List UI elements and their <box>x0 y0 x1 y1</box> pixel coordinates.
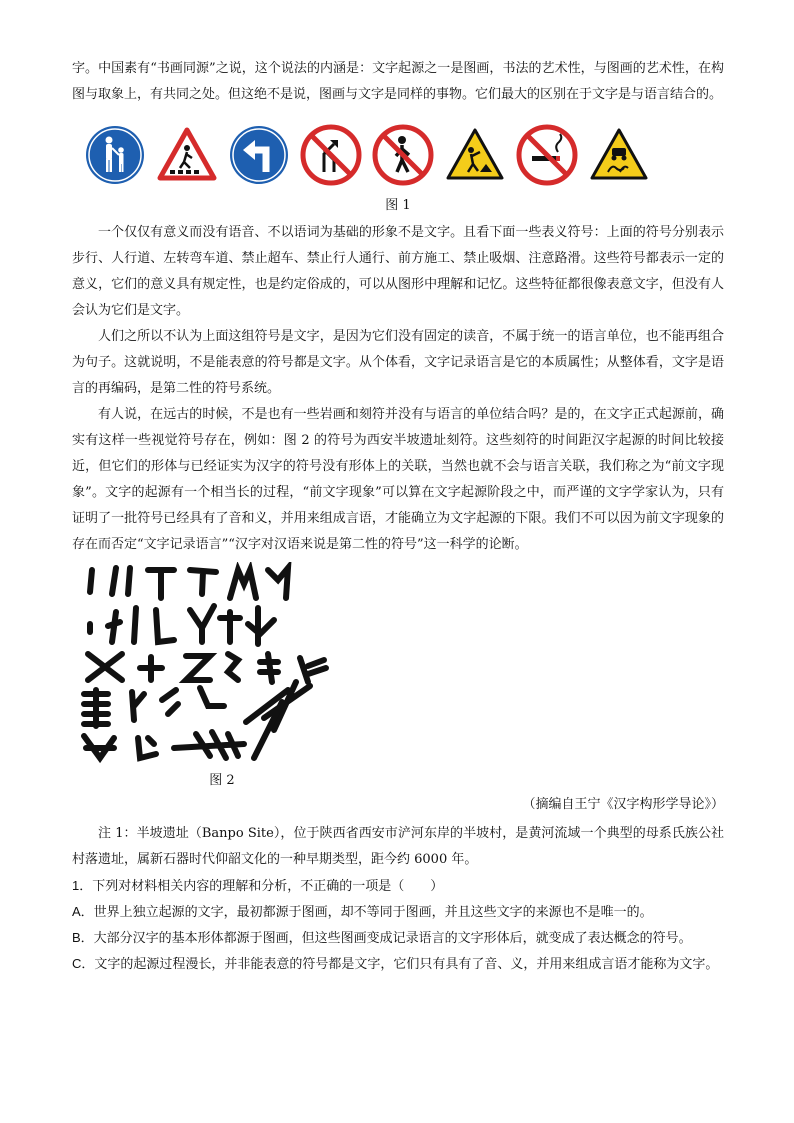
crosswalk-sign-icon <box>156 124 218 186</box>
figure-2-banpo-marks <box>78 562 378 767</box>
banpo-marks-image <box>78 562 378 767</box>
left-turn-sign-icon <box>228 124 290 186</box>
question-1-option-c[interactable]: C．文字的起源过程漫长，并非能表意的符号都是文字，它们只有具有了音、义，并用来组成言语才能称为文字。 <box>72 956 719 971</box>
slippery-road-sign-icon <box>588 124 650 186</box>
source-citation: （摘编自王宁《汉字构形学导论》） <box>522 797 724 812</box>
pedestrian-sign-icon <box>84 124 146 186</box>
question-1-option-a[interactable]: A．世界上独立起源的文字，最初都源于图画，却不等同于图画，并且这些文字的来源也不是唯一的。 <box>72 904 653 919</box>
no-smoking-sign-icon <box>516 124 578 186</box>
road-work-sign-icon <box>444 124 506 186</box>
paragraph-2: 一个仅仅有意义而没有语音、不以语词为基础的形象不是文字。且看下面一些表义符号：上面的符号分别表示步行、人行道、左转弯车道、禁止超车、禁止行人通行、前方施工、禁止吸烟、注意路滑。这些符号都表示一定的意义，它们的意义具有规定性，也是约定俗成的，可以从图形中理解和记忆。这些特征都很像表意文字，但没有人会认为它们是文字。 <box>72 225 724 318</box>
paragraph-4: 有人说，在远古的时候，不是也有一些岩画和刻符并没有与语言的单位结合吗？是的，在文字正式起源前，确实有这样一些视觉符号存在，例如：图 2 的符号为西安半坡遗址刻符。这些刻符的时间距汉字起源的时间比较接近，但它们的形体与已经证实为汉字的符号没有形体上的关联，当然也就不会与语言关联，我们称之为“前文字现象”。文字的起源有一个相当长的过程，“前文字现象”可以算在文字起源阶段之中，而严谨的文字学家认为，只有证明了一批符号已经具有了音和义，并用来组成言语，才能确立为文字起源的下限。我们不可以因为前文字现象的存在而否定“文字记录语言”“汉字对汉语来说是第二性的符号”这一科学的论断。 <box>72 407 724 552</box>
figure-1-traffic-signs <box>84 120 724 190</box>
intro-paragraph: 字。中国素有“书画同源”之说，这个说法的内涵是：文字起源之一是图画，书法的艺术性，与图画的艺术性，在构图与取象上，有共同之处。但这绝不是说，图画与文字是同样的事物。它们最大的区别在于文字是与语言结合的。 <box>72 61 724 102</box>
figure-2-caption: 图 2 <box>209 773 235 788</box>
footnote-1: 注 1：半坡遗址（Banpo Site），位于陕西省西安市浐河东岸的半坡村，是黄河流域一个典型的母系氏族公社村落遗址，属新石器时代仰韶文化的一种早期类型，距今约 6000 年。 <box>72 826 724 867</box>
paragraph-3: 人们之所以不认为上面这组符号是文字，是因为它们没有固定的读音，不属于统一的语言单位，也不能再组合为句子。这就说明，不是能表意的符号都是文字。从个体看，文字记录语言是它的本质属性；从整体看，文字是语言的再编码，是第二性的符号系统。 <box>72 329 724 396</box>
question-1-stem: 1．下列对材料相关内容的理解和分析，不正确的一项是（ ） <box>72 878 444 893</box>
figure-1-caption: 图 1 <box>385 198 411 213</box>
no-pedestrians-sign-icon <box>372 124 434 186</box>
no-overtaking-sign-icon <box>300 124 362 186</box>
document-page <box>72 56 724 977</box>
question-1-option-b[interactable]: B．大部分汉字的基本形体都源于图画，但这些图画变成记录语言的文字形体后，就变成了表达概念的符号。 <box>72 930 692 945</box>
